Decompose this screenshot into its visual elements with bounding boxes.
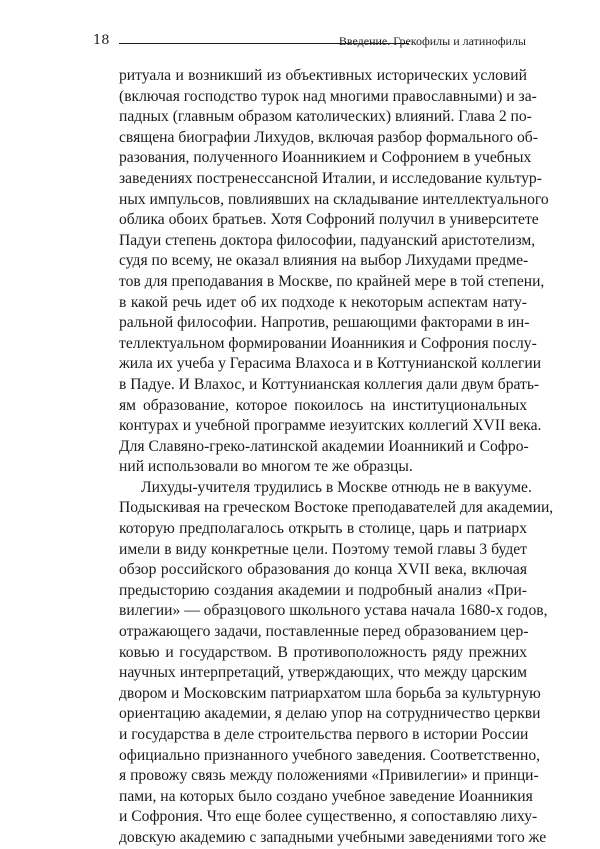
text-line: предысторию создания академии и подробный анализ «При- <box>119 581 527 599</box>
text-line: теллектуальном формировании Иоанникия и Софрония послу- <box>119 334 537 352</box>
body-text <box>119 66 554 849</box>
page-header <box>93 32 526 50</box>
text-line: падных (главным образом католических) влияний. Глава 2 по- <box>119 108 532 126</box>
text-line: официально признанного учебного заведения. Соответственно, <box>119 746 541 764</box>
text-line: ковью и государством. В противоположность ряду прежних <box>119 643 527 661</box>
text-line: имели в виду конкретные цели. Поэтому темой главы 3 будет <box>119 540 527 558</box>
page-number: 18 <box>93 33 110 48</box>
running-title: Введение. Грекофилы и латинофилы <box>338 34 526 48</box>
text-line: Подыскивая на греческом Востоке преподавателей для академии, <box>119 499 554 517</box>
text-line: научных интерпретаций, утверждающих, что между царским <box>119 664 527 682</box>
text-line: судя по всему, не оказал влияния на выбор Лихудами предме- <box>119 252 529 270</box>
text-line: ориентацию академии, я делаю упор на сотрудничество церкви <box>119 705 541 723</box>
text-line: жила их учеба у Герасима Влахоса и в Коттунианской коллегии <box>119 355 542 373</box>
text-line: в какой речь идет об их подходе к некоторым аспектам нату- <box>119 293 527 311</box>
text-line: отражающего задачи, поставленные перед образованием цер- <box>119 623 529 641</box>
text-line: двором и Московским патриархатом шла борьба за культурную <box>119 684 541 702</box>
text-line: (включая господство турок над многими православными) и за- <box>119 87 537 105</box>
text-line: в Падуе. И Влахос, и Коттунианская коллегия дали двум брать- <box>119 375 540 393</box>
text-line: Для Славяно-греко-латинской академии Иоанникий и Софро- <box>119 437 529 455</box>
text-line: обзор российского образования до конца XVII века, включая <box>119 561 527 579</box>
paragraph-2 <box>119 478 554 849</box>
text-line: ных импульсов, повлиявших на складывание интеллектуального <box>119 190 549 208</box>
text-line: священа биографии Лихудов, включая разбор формального об- <box>119 128 538 146</box>
text-line: и государства в деле строительства первого в истории России <box>119 726 529 743</box>
text-line: которую предполагалось открыть в столице, царь и патриарх <box>119 520 527 538</box>
text-line: Лихуды-учителя трудились в Москве отнюдь не в вакууме. <box>141 478 532 496</box>
text-line: ям образование, которое покоилось на институциональных <box>119 396 527 414</box>
text-line: контурах и учебной программе иезуитских коллегий XVII века. <box>119 417 542 435</box>
text-line: тов для преподавания в Москве, по крайней мере в той степени, <box>119 272 545 290</box>
text-line: разования, полученного Иоанникием и Софронием в учебных <box>119 149 532 167</box>
text-line: облика обоих братьев. Хотя Софроний получил в университете <box>119 211 539 229</box>
text-line: заведениях постренессансной Италии, и исследование культур- <box>119 169 542 187</box>
text-line: довскую академию с западными учебными заведениями того же <box>119 828 547 846</box>
text-line: ний использовали во многом те же образцы. <box>119 458 413 476</box>
paragraph-1 <box>119 66 549 478</box>
text-line: я провожу связь между положениями «Привилегии» и принци- <box>119 767 539 785</box>
text-line: пами, на которых было создано учебное заведение Иоанникия <box>119 787 533 805</box>
text-line: ральной философии. Напротив, решающими факторами в ин- <box>119 314 530 332</box>
text-line: Падуи степень доктора философии, падуанский аристотелизм, <box>119 231 536 249</box>
text-line: вилегии» — образцового школьного устава начала 1680-х годов, <box>119 602 548 620</box>
text-line: и Софрония. Что еще более существенно, я сопоставляю лиху- <box>119 808 538 826</box>
text-line: ритуала и возникший из объективных исторических условий <box>119 67 527 84</box>
